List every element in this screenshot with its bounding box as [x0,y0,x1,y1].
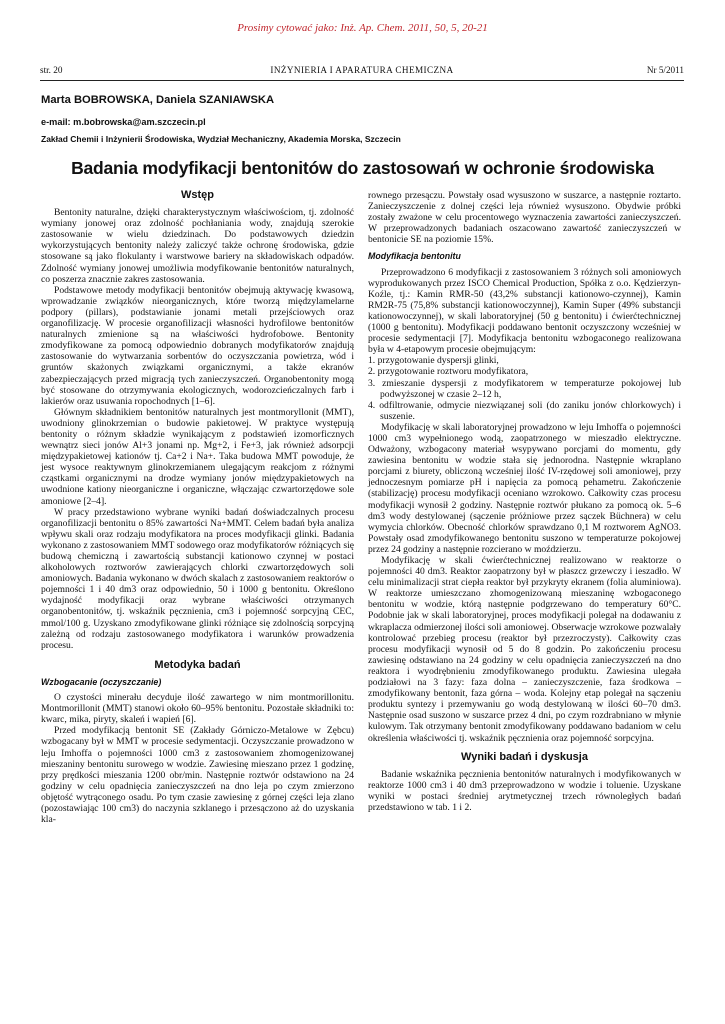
right-column [368,190,681,813]
paragraph: Przeprowadzono 6 modyfikacji z zastosowaniem 3 różnych soli amoniowych wyprodukowanych przez ISCO Chemical Production, Spółka z o.o. Kędzierzyn-Koźle, tj.: Kamin RMR-50 (43,2% substancji kationowo-czynnej), Kamin RM2R-75 (75,8% substancji kationowoczynnej), Kamin Super (49% substancji kationowoczynnej), w skali laboratoryjnej (50 g bentonitu) i ćwierćtechnicznej (1000 g bentonitu). Modyfikacji poddawano bentonit oczyszczony wcześniej w procesie sedymentacji [7]. Modyfikacja bentonitu wzbogaconego realizowana była w 4-etapowym procesie obejmującym: [368,266,681,356]
paragraph: rownego przesączu. Powstały osad wysuszono w suszarce, a następnie roztarto. Zanieczyszczenie z dolnej części leja również wysuszono. Obydwie próbki zostały zważone w celu procentowego wyznaczenia zawartości zanieczyszczeń. W przeprowadzonych badaniach oszacowano zawartość zanieczyszczeń w bentonicie SE na poziomie 15%. [368,190,681,246]
paragraph: Modyfikację w skali laboratoryjnej prowadzono w leju Imhoffa o pojemności 1000 cm3 wypełnionego wodą, zaopatrzonego w mieszadło elektryczne. Odważony, wzbogacony materiał wsypywano porcjami do momentu, gdy zawiesina bentonitu w wodzie stała się jednorodna. Następnie wkraplano porcjami z biurety, obliczoną wcześniej ilość IV-rzędowej soli amoniowej, przy jednoczesnym pomiarze pH i napięcia za pomocą pehametru. Zakończenie (stabilizację) procesu modyfikacji oceniano wzrokowo. Całkowity czas procesu modyfikacji wynosił 2 godziny. Następnie roztwór płukano za pomocą ok. 5–6 dm3 wody destylowanej (sączenie próżniowe przez sączek Büchnera) w celu wymycia chlorków. Obecność chlorków sprawdzano 0,1 M roztworem AgNO3. Powstały osad zmodyfikowanego bentonitu suszono w temperaturze pokojowej przez 24 godziny a następnie rozcierano w moździerzu. [368,421,681,555]
list-item: 1. przygotowanie dyspersji glinki, [368,355,499,367]
section-heading-intro: Wstęp [181,189,214,201]
section-heading-results: Wyniki badań i dyskusja [461,750,588,763]
paragraph: Badanie wskaźnika pęcznienia bentonitów naturalnych i modyfikowanych w reaktorze 1000 cm3 i 40 dm3 przeprowadzono w wodzie i toluenie. Uzyskane wyniki w postaci średniej arytmetycznej trzech równoległych badań przedstawiono w tab. 1 i 2. [368,768,681,813]
section-heading-method: Metodyka badań [154,658,241,671]
list-item: 2. przygotowanie roztworu modyfikatora, [368,366,529,378]
paragraph: Podstawowe metody modyfikacji bentonitów obejmują aktywację kwasową, wprowadzanie związków nieorganicznych, które tworzą międzylamelarne podpory (pillars), podstawianie jonami metali przejściowych oraz organofilizację. W procesie organofilizacji własności hydrofilowe bentonitów naturalnych zmienione są na właściwości hydrofobowe. Bentonity zmodyfikowane za pomocą odpowiednio dobranych modyfikatorów znajdują zastosowanie do wytwarzania sorbentów do oczyszczania powietrza, wód i gruntów skażonych związkami organicznymi, a także ekranów zabezpieczających przed migracją tych zanieczyszczeń. Organobentonity mogą być stosowane do otrzymywania ekologicznych, wodorozcieńczalnych farb i lakierów oraz usuwania ropochodnych [1–6]. [41,284,354,407]
paragraph: Modyfikację w skali ćwierćtechnicznej realizowano w reaktorze o pojemności 40 dm3. Reaktor zaopatrzony był w płaszcz grzewczy i ieszadło. W celu minimalizacji strat ciepła reaktor był przykryty ekranem (folia aluminiowa). W reaktorze umieszczano zhomogenizowaną mieszaninę wzbogaconego bentonitu w wodzie, którą następnie podgrzewano do temperatury 60°C. Podobnie jak w skali laboratoryjnej, proces modyfikacji polegał na dodawaniu z wkraplacza odmierzonej ilości soli amoniowej. Obserwacje wzrokowe pozwalały kontrolować przebieg procesu (reaktor był przezroczysty). Całkowity czas procesu modyfikacji wynosił od 5 do 8 godzin. Po zakończeniu procesu zawiesinę odstawiano na 24 godziny w celu opadnięcia zanieczyszczeń na dno reaktora i wyodrębnieniu zmodyfikowanego produktu. Zawiesina ulegała podziałowi na 3 fazy: faza dolna – zanieczyszczenie, faza środkowa – zmodyfikowany bentonit, faza górna – woda. Kolejny etap polegał na sączeniu produktu syntezy i przemywaniu go wodą destylowaną w ilości 60–70 dm3. Następnie osad suszono w suszarce przez 4 dni, po czym rozdrabniano w młynie kulowym. Tak otrzymany bentonit zmodyfikowany poddawano badaniom w celu określenia właściwości tj. wskaźnik pęcznienia oraz pojemność sorpcyjna. [368,555,681,744]
affiliation: Zakład Chemii i Inżynierii Środowiska, Wydział Mechaniczny, Akademia Morska, Szczecin [41,134,401,144]
page-number: str. 20 [40,65,63,75]
paragraph: W pracy przedstawiono wybrane wyniki badań doświadczalnych procesu organofilizacji bentonitu o 85% zawartości Na+MMT. Celem badań była analiza wpływu skali oraz rodzaju modyfikatora na proces modyfikacji glinki. Badania wykonano z zastosowaniem MMT sodowego oraz modyfikatorów różniących się budową chemiczną i zawartością substancji kationowo czynnej w postaci alkoholowych roztworów zawierających chlorki czwartorzędowych soli amoniowych. Badania wykonano w dwóch skalach z zastosowaniem reaktorów o pojemności 1 i 40 dm3 oraz odpowiednio, 50 i 1000 g bentonitu. Określono wydajność modyfikacji oraz wybrane właściwości otrzymanych organobentonitów, tj. wskaźnik pęcznienia, cm3 i pojemność sorpcyjną CEC, mmol/100 g. Uzyskano zmodyfikowane glinki różniące się zdolnością sorpcyjną zależną od rodzaju zastosowanego modyfikatora i warunków prowadzenia procesu. [41,506,354,651]
journal-name: INŻYNIERIA I APARATURA CHEMICZNA [270,65,454,75]
issue-number: Nr 5/2011 [646,65,684,75]
paragraph: Przed modyfikacją bentonit SE (Zakłady Górniczo-Metalowe w Zębcu) wzbogacany był w MMT w procesie sedymentacji. Oczyszczanie prowadzono w leju Imhoffa o pojemności 1000 cm3 z zastosowaniem zhomogenizowanej mieszaniny bentonitu surowego w wodzie. Zawiesinę mieszano przez 1 godzinę, przy prędkości mieszania 1200 obr/min. Następnie roztwór odstawiono na 24 godziny w celu opadnięcia zanieczyszczeń na dno leja po czym zmierzono objętość wytrąconego osadu. Po tym czasie zawiesinę z górnej części leja zlano (pozostawiając 100 cm3) do naczynia szklanego i przesączono aż do uzyskania kla- [41,725,354,826]
subsection-heading-cleaning: Wzbogacanie (oczyszczanie) [41,676,162,687]
paper-title: Badania modyfikacji bentonitów do zastosowań w ochronie środowiska [71,158,654,178]
list-item: 4. odfiltrowanie, odmycie niezwiązanej soli (do zaniku jonów chlorkowych) i suszenie. [368,399,681,422]
header-rule [40,80,684,81]
paragraph: O czystości minerału decyduje ilość zawartego w nim montmorillonitu. Montmorillonit (MMT) stanowi około 60–95% bentonitu. Pozostałe składniki to: kwarc, mika, piryty, skaleń i wapień [6]. [41,692,354,726]
subsection-heading-modification: Modyfikacja bentonitu [368,251,461,262]
process-steps-list [368,355,681,422]
citation-note: Prosimy cytować jako: Inż. Ap. Chem. 2011, 50, 5, 20-21 [237,22,488,34]
left-column [41,190,354,825]
author-email: e-mail: m.bobrowska@am.szczecin.pl [41,117,206,127]
paragraph: Bentonity naturalne, dzięki charakterystycznym właściwościom, tj. zdolność wymiany jonowej oraz zdolność pochłaniania wody, znajdują szerokie zastosowanie w wielu dziedzinach. Do podstawowych dziedzin wykorzystujących bentonity należy zaliczyć także ochronę środowiska, gdzie stosowane są jako flokulanty i warstwowe bariery na składowiskach odpadów. Zdolność wymiany jonowej umożliwia modyfikowanie bentonitów naturalnych, co poszerza znacznie zakres zastosowania. [41,207,354,285]
paragraph: Głównym składnikiem bentonitów naturalnych jest montmoryllonit (MMT), uwodniony glinokrzemian o budowie pakietowej. W praktyce występują bentonity o różnym składzie wynikającym z podstawień izomorficznych wewnątrz sieci jonów Al+3 jonami np. Mg+2, i Fe+3, jak również adsorpcji międzypakietowej kationów tj. Ca+2 i Na+. Taka budowa MMT powoduje, że jest wysoce reaktywnym glinokrzemianem ulegającym reakcjom z różnymi cząstkami organicznymi na drodze wymiany jonów międzypakietowych na uwodnione kationy nieorganiczne i organiczne, włączając czwartorzędowe sole amoniowe [2–4]. [41,406,354,507]
authors: Marta BOBROWSKA, Daniela SZANIAWSKA [41,94,275,106]
list-item: 3. zmieszanie dyspersji z modyfikatorem w temperaturze pokojowej lub podwyższonej w czasie 2–12 h, [368,377,681,400]
